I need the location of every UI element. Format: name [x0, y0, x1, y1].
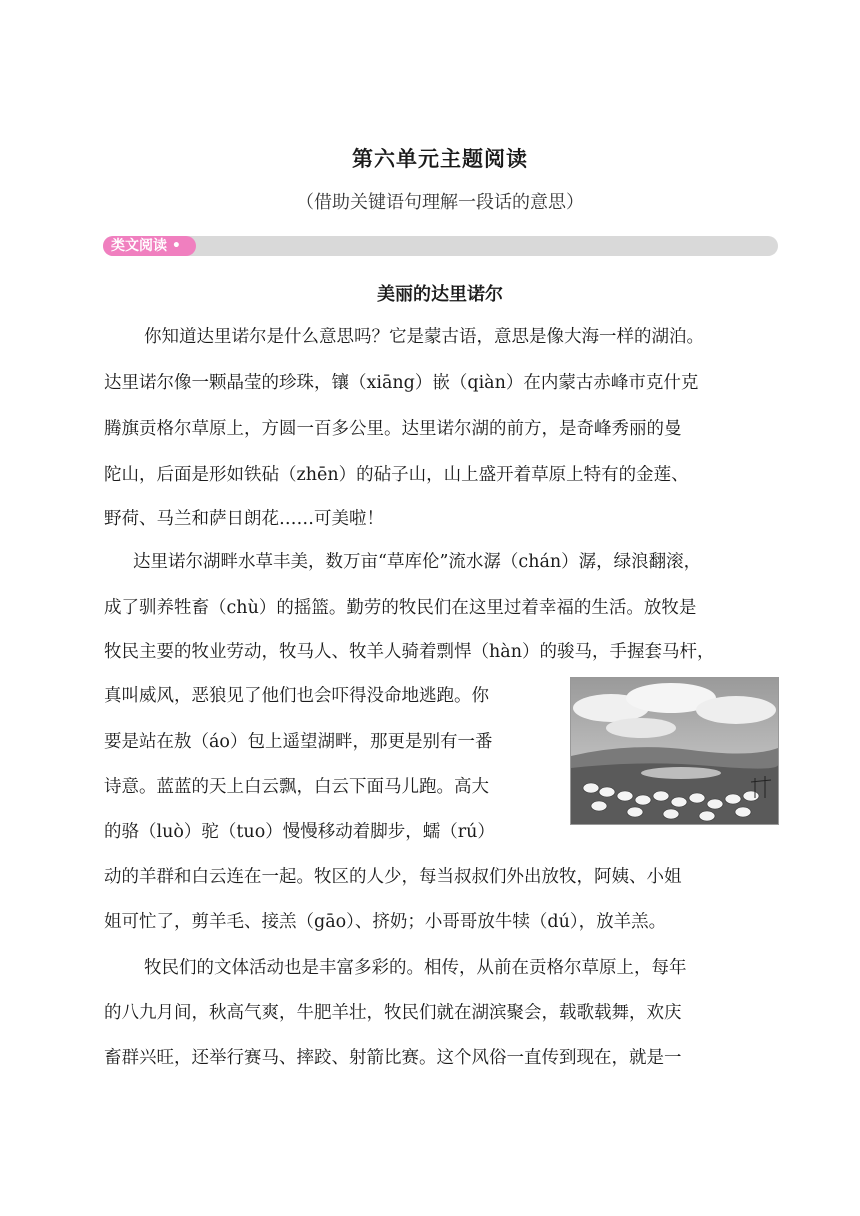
paragraph-line: 牧民主要的牧业劳动，牧马人、牧羊人骑着剽悍（hàn）的骏马，手握套马杆，	[104, 642, 715, 662]
paragraph-line: 你知道达里诺尔是什么意思吗？它是蒙古语，意思是像大海一样的湖泊。	[144, 327, 704, 347]
paragraph-line: 达里诺尔像一颗晶莹的珍珠，镶（xiāng）嵌（qiàn）在内蒙古赤峰市克什克	[104, 373, 699, 393]
paragraph-line: 真叫威风，恶狼见了他们也会吓得没命地逃跑。你	[104, 686, 489, 706]
paragraph-line: 达里诺尔湖畔水草丰美，数万亩“草库伦”流水潺（chán）潺，绿浪翻滚，	[133, 552, 702, 572]
paragraph-line: 要是站在敖（áo）包上遥望湖畔，那更是别有一番	[104, 732, 493, 752]
section-tag: 类文阅读 •	[103, 236, 196, 256]
paragraph-line: 腾旗贡格尔草原上，方圆一百多公里。达里诺尔湖的前方，是奇峰秀丽的曼	[104, 419, 682, 439]
paragraph-line: 的八九月间，秋高气爽，牛肥羊壮，牧民们就在湖滨聚会，载歌载舞，欢庆	[104, 1003, 682, 1023]
paragraph-line: 畜群兴旺，还举行赛马、摔跤、射箭比赛。这个风俗一直传到现在，就是一	[104, 1048, 682, 1068]
section-divider-bar	[103, 236, 778, 256]
paragraph-line: 牧民们的文体活动也是丰富多彩的。相传，从前在贡格尔草原上，每年	[144, 958, 687, 978]
paragraph-line: 的骆（luò）驼（tuo）慢慢移动着脚步，蠕（rú）	[104, 822, 495, 842]
page-subtitle: （借助关键语句理解一段话的意思）	[296, 192, 584, 213]
paragraph-line: 动的羊群和白云连在一起。牧区的人少，每当叔叔们外出放牧，阿姨、小姐	[104, 867, 682, 887]
article-title: 美丽的达里诺尔	[377, 284, 503, 305]
paragraph-line: 陀山，后面是形如铁砧（zhēn）的砧子山，山上盛开着草原上特有的金莲、	[104, 465, 689, 485]
paragraph-line: 姐可忙了，剪羊毛、接羔（gāo）、挤奶；小哥哥放牛犊（dú），放羊羔。	[104, 912, 667, 932]
paragraph-line: 诗意。蓝蓝的天上白云飘，白云下面马儿跑。高大	[104, 777, 489, 797]
page-title: 第六单元主题阅读	[352, 147, 528, 171]
paragraph-line: 成了驯养牲畜（chù）的摇篮。勤劳的牧民们在这里过着幸福的生活。放牧是	[104, 598, 697, 618]
grassland-sheep-illustration	[570, 677, 779, 825]
paragraph-line: 野荷、马兰和萨日朗花……可美啦！	[104, 509, 384, 529]
